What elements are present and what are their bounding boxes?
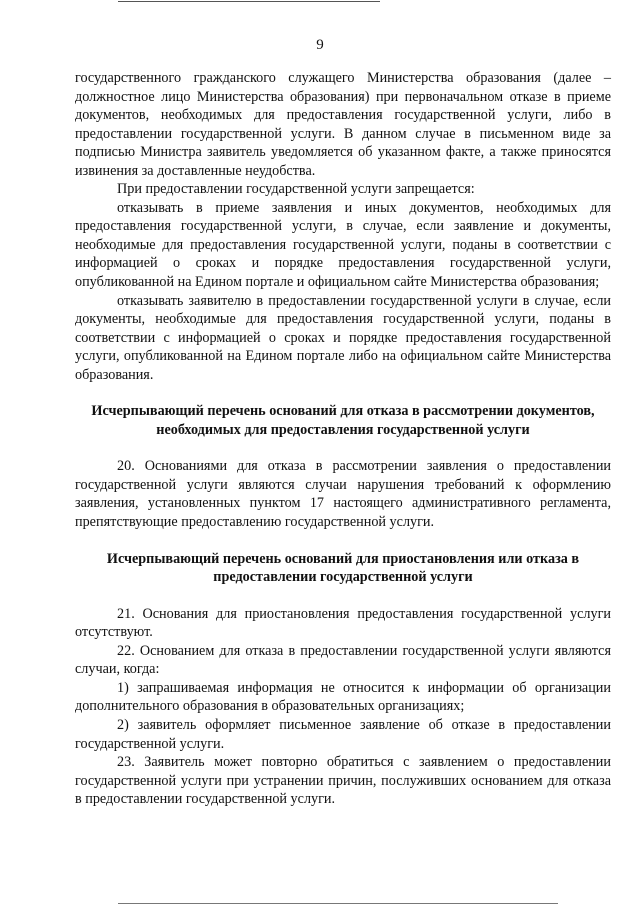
paragraph-item-22: 22. Основанием для отказа в предоставлении государственной услуги являются случаи, когда: [75,642,611,678]
bottom-scan-border [118,903,558,904]
paragraph-continuation: государственного гражданского служащего Министерства образования (далее – должностное лицо Министерства образования) при первоначальном отказе в приеме документов, необходимых для предоставления государственной услуги, либо в предоставлении государственной услуги. В данном случае в письменном виде за подписью Министра заявитель уведомляется об указанном факте, а также приносятся извинения за доставленные неудобства. [75,70,611,179]
paragraph-item-23: 23. Заявитель может повторно обратиться с заявлением о предоставлении государственной услуги при устранении причин, послуживших основанием для отказа в предоставлении государственной услуги. [75,754,611,808]
paragraph-item-22-2: 2) заявитель оформляет письменное заявление об отказе в предоставлении государственной услуги. [75,716,611,752]
paragraph-item-21: 21. Основания для приостановления предоставления государственной услуги отсутствуют. [75,605,611,641]
paragraph-prohibition-1: отказывать в приеме заявления и иных документов, необходимых для предоставления государственной услуги, в случае, если заявление и документы, необходимые для предоставления государственной услуги, поданы в соответствии с информацией о сроках и порядке предоставления государственной услуги, опубликованной на Едином портале и официальном сайте Министерства образования; [75,199,611,291]
top-scan-border [118,1,380,2]
paragraph-prohibitions-intro: При предоставлении государственной услуги запрещается: [117,181,475,198]
paragraph-item-20: 20. Основаниями для отказа в рассмотрении заявления о предоставлении государственной услуги являются случаи нарушения требований к оформлению заявления, установленных пунктом 17 настоящего административного регламента, препятствующие предоставлению государственной услуги. [75,458,611,531]
paragraph-item-22-1: 1) запрашиваемая информация не относится к информации об организации дополнительного образования в образовательных организациях; [75,679,611,715]
section-heading-suspension-refusal: Исчерпывающий перечень оснований для приостановления или отказа в предоставлении государственной услуги [106,550,580,586]
section-heading-refusal-review: Исчерпывающий перечень оснований для отказа в рассмотрении документов, необходимых для предоставления государственной услуги [91,403,595,438]
page-number: 9 [316,37,324,53]
document-body [75,69,611,809]
paragraph-prohibition-2: отказывать заявителю в предоставлении государственной услуги в случае, если документы, необходимые для предоставления государственной услуги, поданы в соответствии с информацией о сроках и порядке предоставления государственной услуги, опубликованной на Едином портале либо на официальном сайте Министерства образования. [75,292,611,383]
